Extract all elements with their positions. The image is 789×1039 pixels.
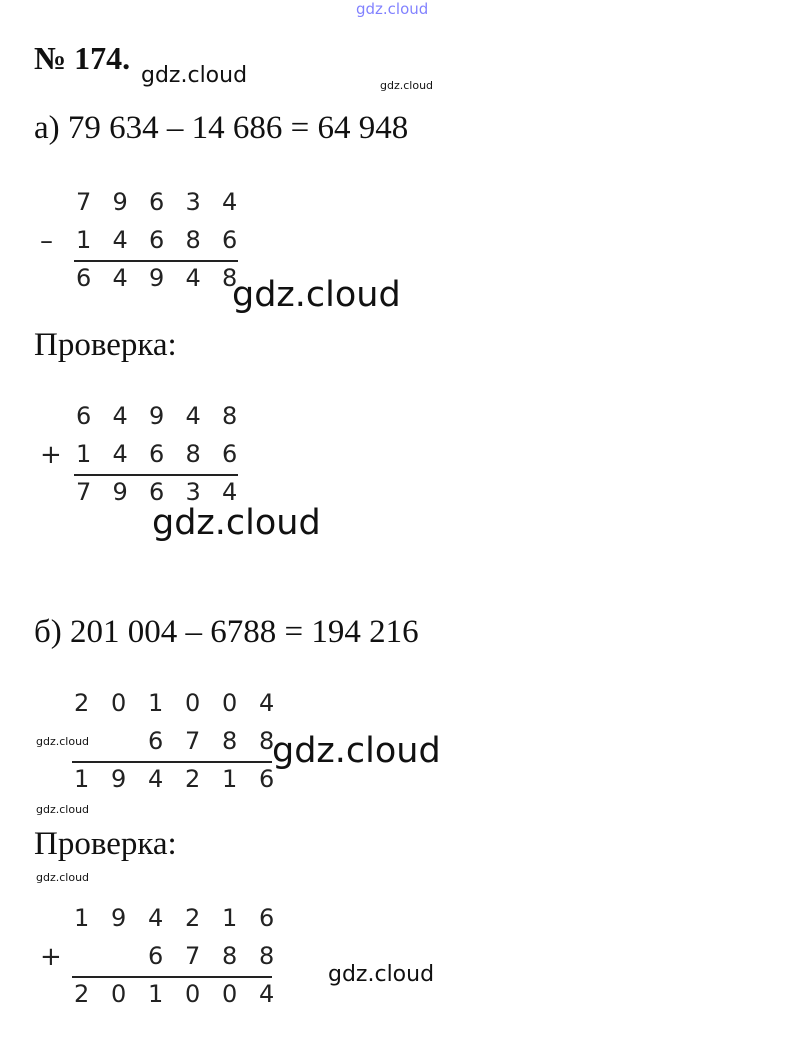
- digit: 4: [148, 904, 164, 932]
- addend-row: [74, 942, 296, 970]
- digit: 0: [222, 689, 238, 717]
- digit: 6: [259, 904, 275, 932]
- watermark: gdz.cloud: [36, 871, 90, 884]
- digit: 7: [76, 478, 92, 506]
- digit: 4: [185, 402, 201, 430]
- digit: 1: [222, 765, 238, 793]
- problem-number: № 174.: [34, 40, 131, 76]
- digit: 6: [222, 226, 238, 254]
- digit: 8: [222, 402, 238, 430]
- digit: 2: [185, 904, 201, 932]
- digit: 4: [112, 440, 128, 468]
- watermark: gdz.cloud: [141, 63, 248, 88]
- digit: 0: [222, 980, 238, 1008]
- addend-row: [74, 904, 296, 932]
- digit: 7: [185, 727, 201, 755]
- digit: 6: [148, 727, 164, 755]
- digit: 9: [111, 904, 127, 932]
- result-line: [74, 260, 238, 262]
- difference-row: [74, 765, 296, 793]
- digit: 4: [259, 689, 275, 717]
- digit: 8: [185, 440, 201, 468]
- digit: 6: [149, 226, 165, 254]
- digit: 3: [185, 188, 201, 216]
- plus-sign: +: [40, 942, 62, 972]
- digit: 1: [222, 904, 238, 932]
- digit: 6: [222, 440, 238, 468]
- digit: 8: [185, 226, 201, 254]
- digit: 0: [185, 980, 201, 1008]
- digit: 3: [185, 478, 201, 506]
- digit: 6: [149, 188, 165, 216]
- plus-sign: +: [40, 440, 62, 470]
- digit: 2: [74, 980, 90, 1008]
- subtrahend-row: [74, 727, 296, 755]
- digit: 0: [111, 689, 127, 717]
- minuend-row: [76, 188, 259, 216]
- digit: [74, 942, 111, 970]
- digit: 0: [111, 980, 127, 1008]
- digit: 2: [185, 765, 201, 793]
- digit: 4: [112, 226, 128, 254]
- sum-row: [76, 478, 259, 506]
- digit: 9: [149, 402, 165, 430]
- watermark: gdz.cloud: [328, 962, 435, 987]
- digit: 2: [74, 689, 90, 717]
- watermark: gdz.cloud: [272, 731, 441, 771]
- digit: [111, 942, 148, 970]
- digit: 4: [185, 264, 201, 292]
- watermark: gdz.cloud: [380, 79, 434, 92]
- minus-sign: –: [40, 226, 53, 256]
- digit: 6: [259, 765, 275, 793]
- subtrahend-row: [76, 226, 259, 254]
- digit: 6: [76, 264, 92, 292]
- digit: 8: [222, 942, 238, 970]
- digit: 7: [185, 942, 201, 970]
- digit: 7: [76, 188, 92, 216]
- result-line: [72, 761, 272, 763]
- digit: 4: [222, 188, 238, 216]
- result-line: [74, 474, 238, 476]
- digit: 6: [149, 478, 165, 506]
- digit: 8: [222, 264, 238, 292]
- check-label-a: Проверка:: [34, 327, 177, 363]
- digit: 4: [112, 402, 128, 430]
- digit: 4: [148, 765, 164, 793]
- digit: 1: [76, 440, 92, 468]
- digit: 6: [149, 440, 165, 468]
- digit: 9: [111, 765, 127, 793]
- watermark: gdz.cloud: [152, 503, 321, 543]
- minuend-row: [74, 689, 296, 717]
- digit: 4: [112, 264, 128, 292]
- digit: 1: [148, 689, 164, 717]
- digit: [111, 727, 148, 755]
- digit: 4: [259, 980, 275, 1008]
- digit: 8: [259, 942, 275, 970]
- digit: 1: [74, 904, 90, 932]
- digit: 9: [149, 264, 165, 292]
- watermark: gdz.cloud: [232, 275, 401, 315]
- digit: 9: [112, 188, 128, 216]
- watermark: gdz.cloud: [36, 803, 90, 816]
- result-line: [72, 976, 272, 978]
- addend-row: [76, 402, 259, 430]
- digit: 1: [74, 765, 90, 793]
- digit: 8: [259, 727, 275, 755]
- digit: 1: [148, 980, 164, 1008]
- watermark: gdz.cloud: [36, 735, 90, 748]
- equation-a: а) 79 634 – 14 686 = 64 948: [34, 110, 409, 146]
- check-label-b: Проверка:: [34, 826, 177, 862]
- digit: 9: [112, 478, 128, 506]
- addend-row: [76, 440, 259, 468]
- digit: 4: [222, 478, 238, 506]
- digit: 8: [222, 727, 238, 755]
- digit: 1: [76, 226, 92, 254]
- sum-row: [74, 980, 296, 1008]
- digit: 0: [185, 689, 201, 717]
- digit: 6: [76, 402, 92, 430]
- watermark: gdz.cloud: [356, 0, 429, 18]
- equation-b: б) 201 004 – 6788 = 194 216: [34, 614, 419, 650]
- digit: 6: [148, 942, 164, 970]
